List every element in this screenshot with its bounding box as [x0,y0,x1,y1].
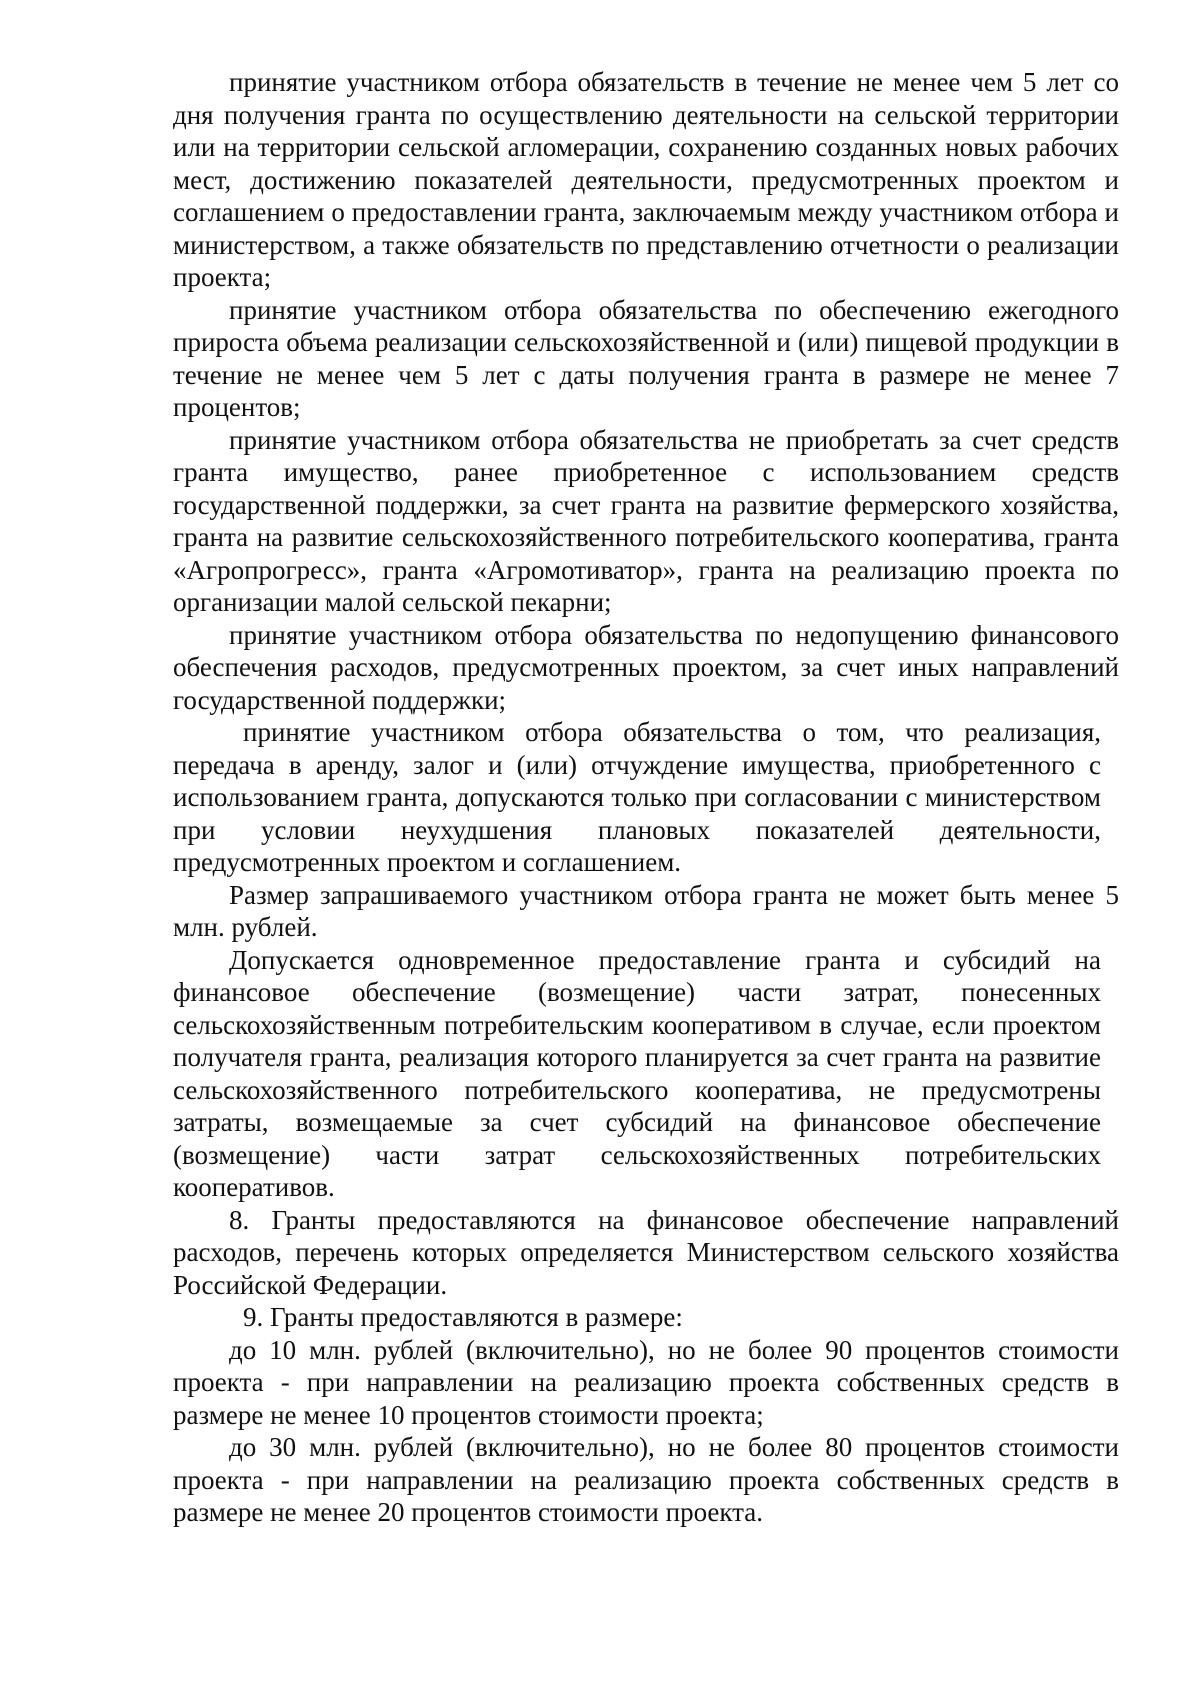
document-page [173,66,1119,1529]
paragraph-item-8: 8. Гранты предоставляются на финансовое обеспечение направлений расходов, перечень которых определяется Министерством сельского хозяйства Российской Федерации. [173,1204,1119,1300]
paragraph-obligation-5-years: принятие участником отбора обязательств в течение не менее чем 5 лет со дня получения гранта по осуществлению деятельности на сельской территории или на территории сельской агломерации, сохранению созданных новых рабочих мест, достижению показателей деятельности, предусмотренных проектом и соглашением о предоставлении гранта, заключаемым между участником отбора и министерством, а также обязательств по представлению отчетности о реализации проекта; [173,67,1119,292]
paragraph-obligation-growth: принятие участником отбора обязательства по обеспечению ежегодного прироста объема реализации сельскохозяйственной и (или) пищевой продукции в течение не менее чем 5 лет с даты получения гранта в размере не менее 7 процентов; [173,294,1119,422]
paragraph-item-9: 9. Гранты предоставляются в размере: [243,1302,683,1332]
paragraph-obligation-property: принятие участником отбора обязательства о том, что реализация, передача в аренду, залог и (или) отчуждение имущества, приобретенного с использованием гранта, допускаются только при согласовании с министерством при условии неухудшения плановых показателей деятельности, предусмотренных проектом и соглашением. [173,717,1101,877]
paragraph-grant-minimum: Размер запрашиваемого участником отбора гранта не может быть менее 5 млн. рублей. [173,879,1119,942]
paragraph-obligation-no-purchase: принятие участником отбора обязательства не приобретать за счет средств гранта имущество, ранее приобретенное с использованием средств государственной поддержки, за счет гранта на развитие фермерского хозяйства, гранта на развитие сельскохозяйственного потребительского кооператива, гранта «Агропрогресс», гранта «Агромотиватор», гранта на реализацию проекта по организации малой сельской пекарни; [173,424,1119,617]
paragraph-obligation-no-double-funding: принятие участником отбора обязательства по недопущению финансового обеспечения расходов, предусмотренных проектом, за счет иных направлений государственной поддержки; [173,619,1119,715]
paragraph-simultaneous-subsidies: Допускается одновременное предоставление гранта и субсидий на финансовое обеспечение (возмещение) части затрат, понесенных сельскохозяйственным потребительским кооперативом в случае, если проектом получателя гранта, реализация которого планируется за счет гранта на развитие сельскохозяйственного потребительского кооператива, не предусмотрены затраты, возмещаемые за счет субсидий на финансовое обеспечение (возмещение) части затрат сельскохозяйственных потребительских кооперативов. [173,944,1101,1202]
paragraph-size-10mln: до 10 млн. рублей (включительно), но не более 90 процентов стоимости проекта - при направлении на реализацию проекта собственных средств в размере не менее 10 процентов стоимости проекта; [173,1334,1119,1430]
paragraph-size-30mln: до 30 млн. рублей (включительно), но не более 80 процентов стоимости проекта - при направлении на реализацию проекта собственных средств в размере не менее 20 процентов стоимости проекта. [173,1432,1119,1527]
